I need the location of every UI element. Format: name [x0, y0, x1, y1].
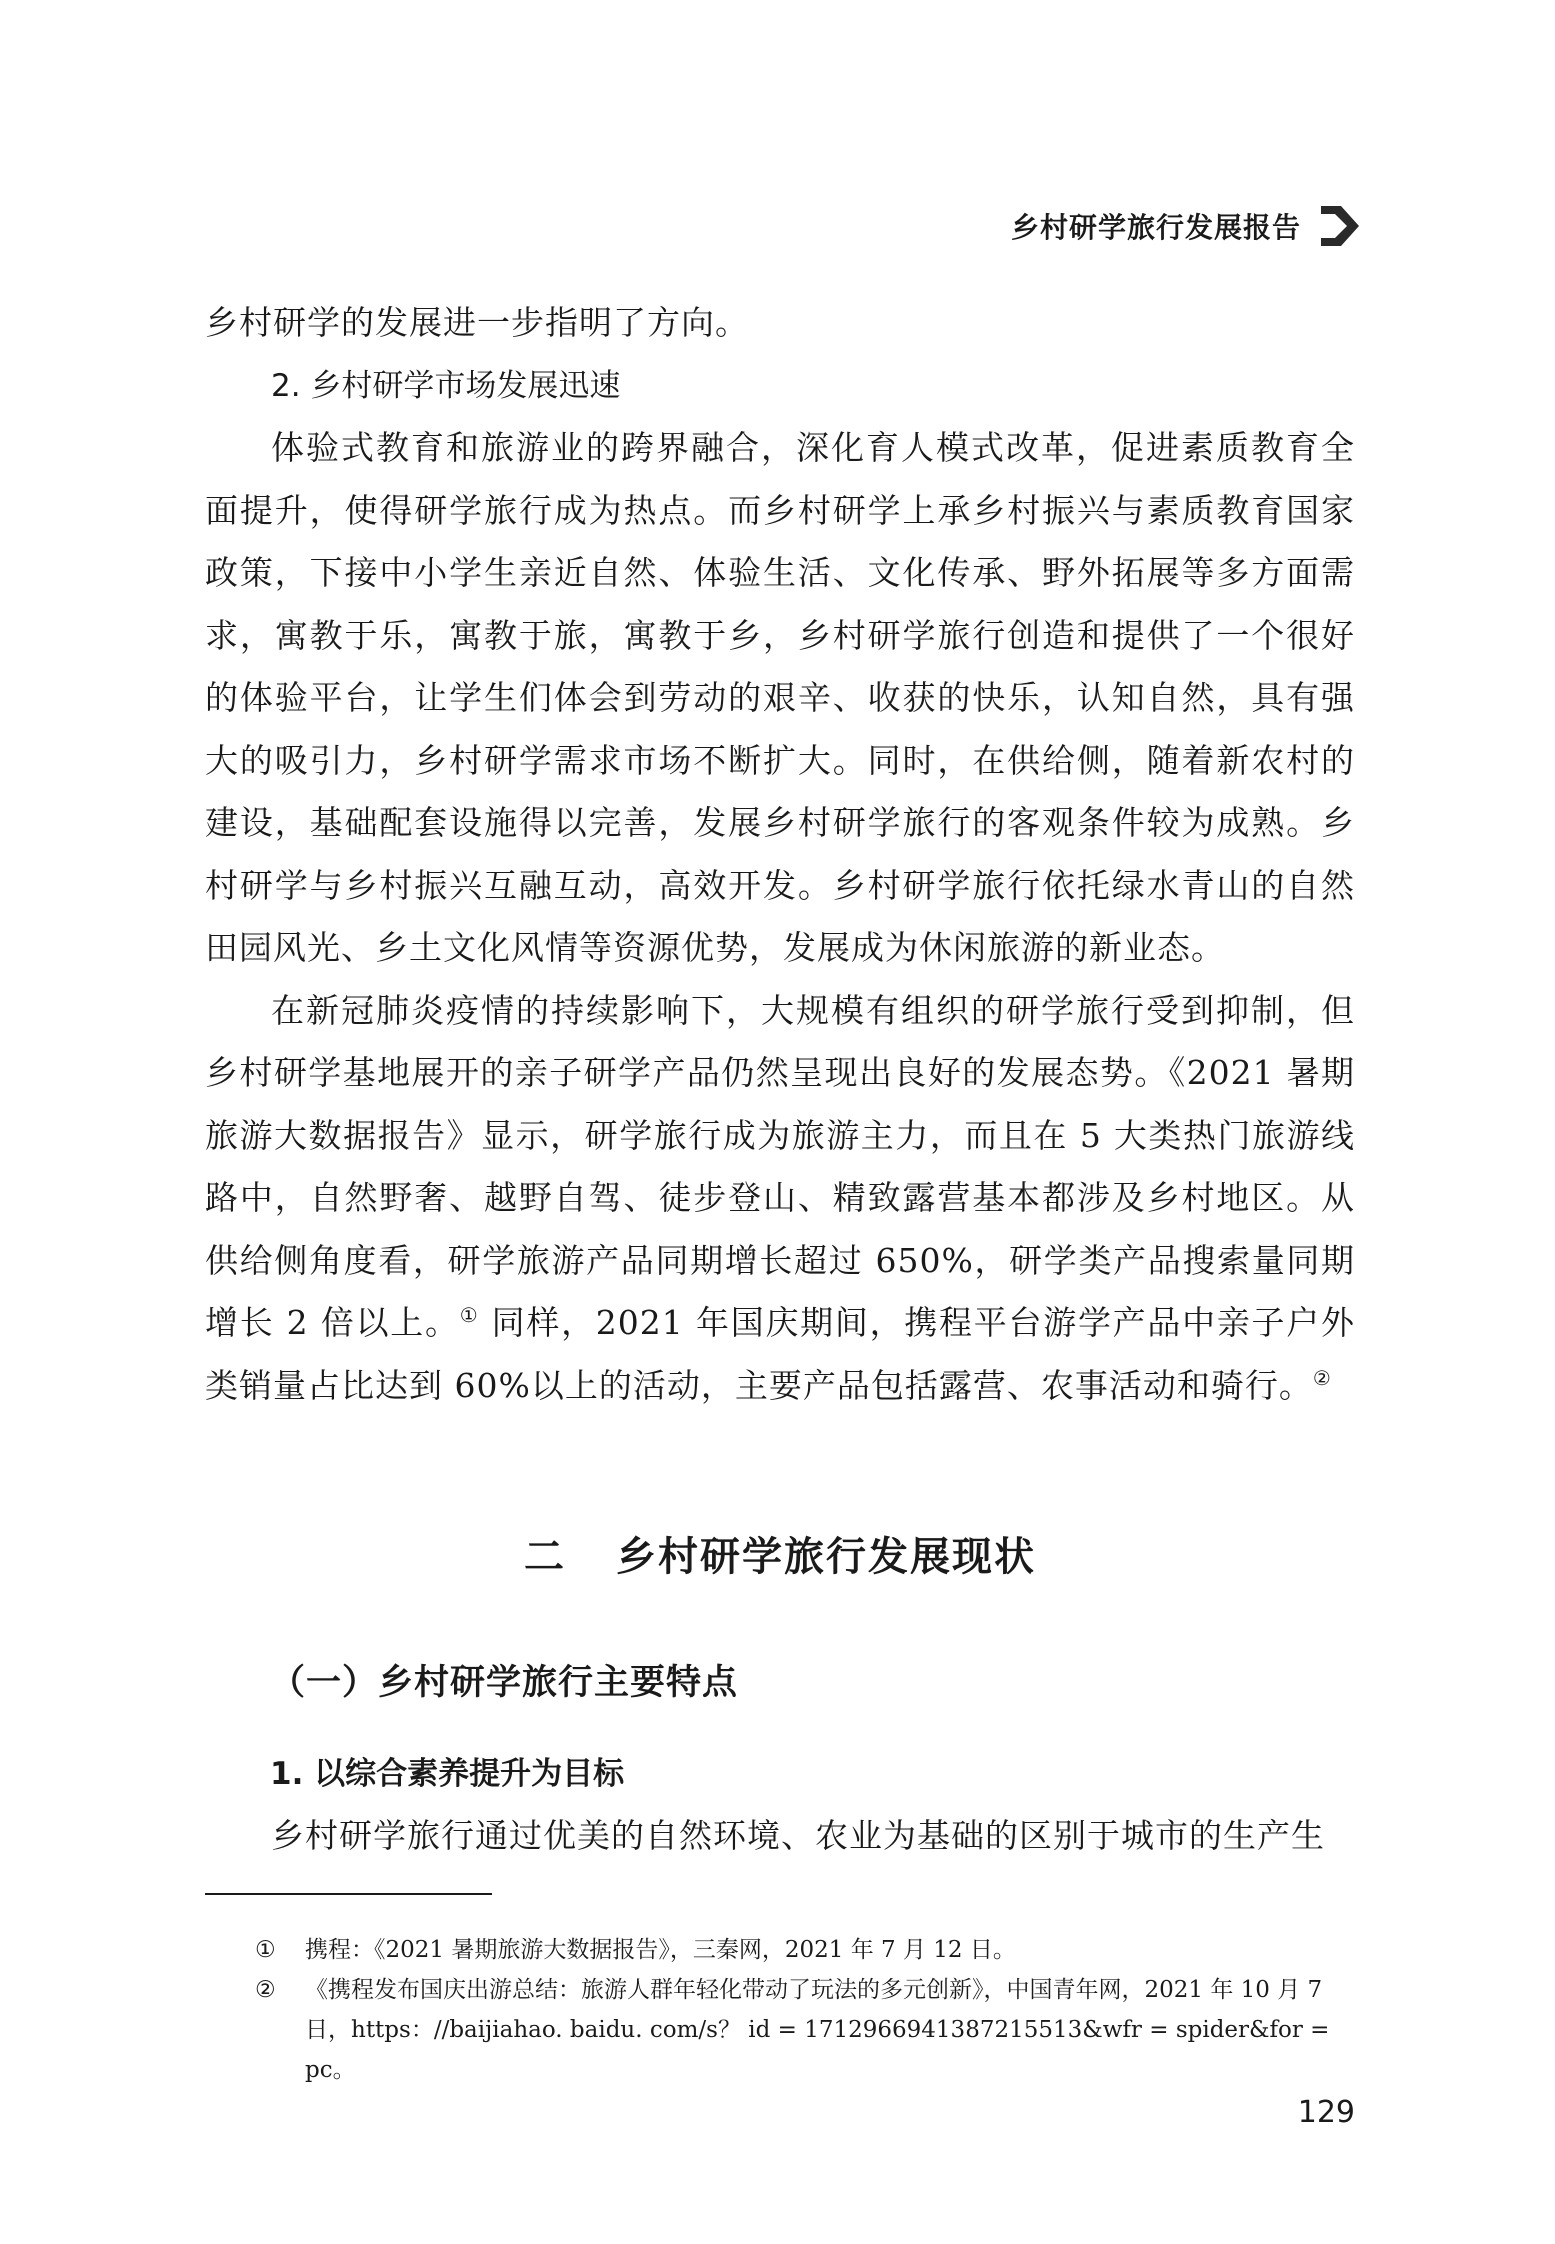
body-text: [205, 292, 1355, 1417]
section-heading: [205, 1525, 1355, 1582]
footnote-text: 《携程发布国庆出游总结：旅游人群年轻化带动了玩法的多元创新》，中国青年网，2021 年 10 月 7 日，https：//baijiahao. baidu. com/s？ id = 1712966941387215513&wfr = spider&for = pc。: [305, 1977, 1330, 2083]
numbered-heading: 1. 以综合素养提升为目标: [270, 1756, 625, 1792]
paragraph-continued: 乡村研学的发展进一步指明了方向。: [205, 303, 749, 342]
footnote-divider: [205, 1893, 492, 1895]
book-chevron-icon: [1319, 200, 1365, 252]
body-text: [205, 1805, 1355, 1868]
paragraph: 体验式教育和旅游业的跨界融合，深化育人模式改革，促进素质教育全面提升，使得研学旅行成为热点。而乡村研学上承乡村振兴与素质教育国家政策，下接中小学生亲近自然、体验生活、文化传承、野外拓展等多方面需求，寓教于乐，寓教于旅，寓教于乡，乡村研学旅行创造和提供了一个很好的体验平台，让学生们体会到劳动的艰辛、收获的快乐，认知自然，具有强大的吸引力，乡村研学需求市场不断扩大。同时，在供给侧，随着新农村的建设，基础配套设施得以完善，发展乡村研学旅行的客观条件较为成熟。乡村研学与乡村振兴互融互动，高效开发。乡村研学旅行依托绿水青山的自然田园风光、乡土文化风情等资源优势，发展成为休闲旅游的新业态。: [205, 428, 1355, 967]
subsection-heading: （一）乡村研学旅行主要特点: [270, 1663, 739, 1703]
numbered-heading: 2. 乡村研学市场发展迅速: [271, 367, 621, 404]
paragraph-text: 同样，2021 年国庆期间，携程平台游学产品中亲子户外类销量占比达到 60%以上的活动，主要产品包括露营、农事活动和骑行。: [205, 1303, 1355, 1405]
footnote: [255, 1970, 1355, 2090]
footnote-text: 携程：《2021 暑期旅游大数据报告》，三秦网，2021 年 7 月 12 日。: [305, 1937, 1016, 1963]
footnote-reference[interactable]: ②: [1312, 1365, 1332, 1390]
footnotes: [255, 1930, 1355, 2090]
paragraph-text: 在新冠肺炎疫情的持续影响下，大规模有组织的研学旅行受到抑制，但乡村研学基地展开的亲子研学产品仍然呈现出良好的发展态势。《2021 暑期旅游大数据报告》显示，研学旅行成为旅游主力，而且在 5 大类热门旅游线路中，自然野奢、越野自驾、徒步登山、精致露营基本都涉及乡村地区。从供给侧角度看，研学旅游产品同期增长超过 650%，研学类产品搜索量同期增长 2 倍以上。: [205, 990, 1355, 1342]
section-number: 二: [524, 1534, 566, 1580]
section-title-text: 乡村研学旅行发展现状: [616, 1534, 1036, 1580]
footnote-mark: ①: [255, 1937, 276, 1963]
paragraph-with-footnotes: [205, 980, 1355, 1418]
running-header: [1011, 200, 1365, 252]
footnote-mark: ②: [255, 1977, 276, 2003]
paragraph: 乡村研学旅行通过优美的自然环境、农业为基础的区别于城市的生产生: [271, 1816, 1325, 1855]
footnote: [255, 1930, 1355, 1970]
page-number: 129: [1297, 2095, 1355, 2130]
running-title: 乡村研学旅行发展报告: [1010, 211, 1301, 244]
footnote-reference[interactable]: ①: [459, 1303, 480, 1327]
